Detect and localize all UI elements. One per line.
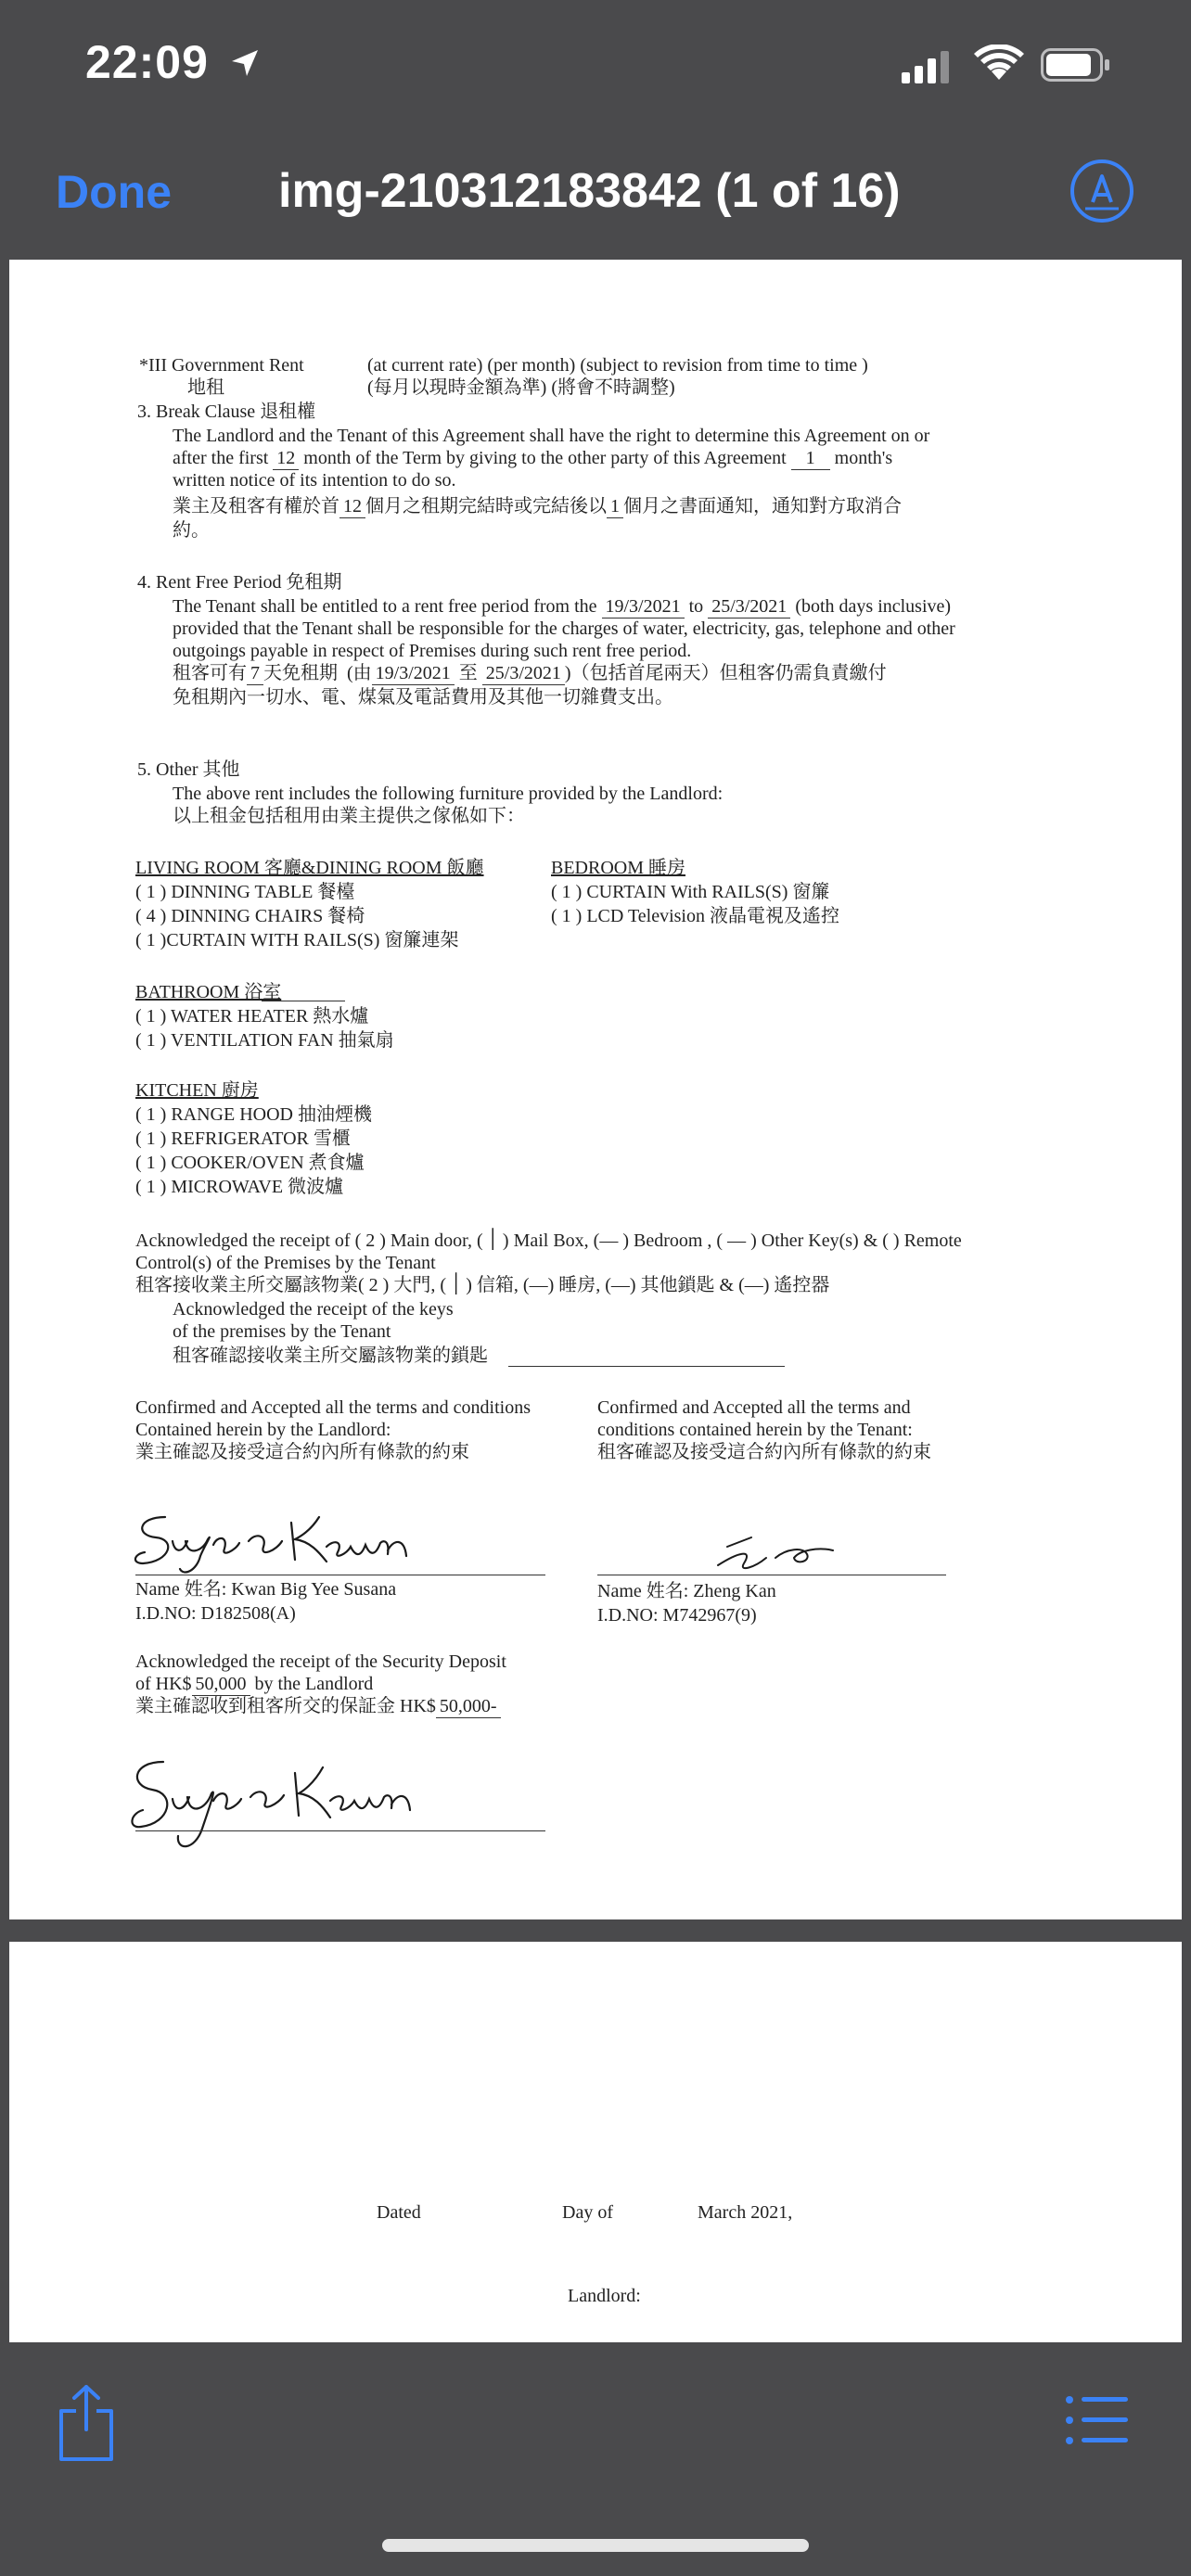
battery-icon xyxy=(1041,48,1111,82)
gov-rent-desc: (at current rate) (per month) (subject to revision from time to time ) xyxy=(367,355,868,376)
landlord-signature xyxy=(128,1504,425,1578)
document-page-1 xyxy=(9,260,1182,1919)
kitchen-item: ( 1 ) MICROWAVE 微波爐 xyxy=(135,1177,344,1197)
break-clause-zh-line-1: 業主及租客有權於首 12 個月之租期完結時或完結後以 1 個月之書面通知，通知對方取消合 xyxy=(173,496,902,516)
cellular-signal-icon xyxy=(902,50,957,83)
dated-label: Dated xyxy=(377,2202,421,2223)
kitchen-item: ( 1 ) RANGE HOOD 抽油煙機 xyxy=(135,1104,372,1125)
deposit-amount: 50,000 xyxy=(192,1673,250,1696)
kitchen-item: ( 1 ) COOKER/OVEN 煮食爐 xyxy=(135,1153,365,1173)
deposit-line-1: Acknowledged the receipt of the Security Deposit xyxy=(135,1651,506,1672)
break-clause-line-1: The Landlord and the Tenant of this Agreement shall have the right to determine this Agreement on or xyxy=(173,426,930,446)
bedroom-heading: BEDROOM 睡房 xyxy=(551,858,686,878)
break-clause-zh-line-2: 約。 xyxy=(173,520,210,541)
rent-free-line-1: The Tenant shall be entitled to a rent free period from the 19/3/2021 to 25/3/2021 (both days inclusive) xyxy=(173,596,952,617)
bedroom-item: ( 1 ) LCD Television 液晶電視及遙控 xyxy=(551,906,839,926)
document-page-2 xyxy=(9,1942,1182,2342)
gov-rent-desc-zh: (每月以現時金額為準) (將會不時調整) xyxy=(367,377,675,398)
tenant-signature xyxy=(711,1530,868,1576)
bedroom-item: ( 1 ) CURTAIN With RAILS(S) 窗簾 xyxy=(551,882,830,902)
bathroom-item: ( 1 ) WATER HEATER 熱水爐 xyxy=(135,1006,369,1027)
rent-free-from: 19/3/2021 xyxy=(602,595,685,618)
location-arrow-icon xyxy=(228,46,262,80)
landlord-id: I.D.NO: D182508(A) xyxy=(135,1603,296,1624)
living-room-heading: LIVING ROOM 客廳&DINING ROOM 飯廳 xyxy=(135,858,484,878)
bathroom-heading: BATHROOM 浴室 xyxy=(135,982,282,1002)
deposit-zh: 業主確認收到租客所交的保証金 HK$ 50,000- xyxy=(135,1695,501,1718)
break-notice-value: 1 xyxy=(791,447,830,470)
living-item: ( 1 ) DINNING TABLE 餐檯 xyxy=(135,882,355,902)
markup-pen-icon[interactable] xyxy=(1069,158,1135,224)
other-line-1: The above rent includes the following furniture provided by the Landlord: xyxy=(173,784,724,804)
rent-free-to: 25/3/2021 xyxy=(708,595,790,618)
break-clause-title: 3. Break Clause 退租權 xyxy=(137,402,316,422)
bottom-toolbar xyxy=(0,2346,1191,2576)
deposit-line-2: of HK$ 50,000 by the Landlord xyxy=(135,1674,374,1694)
deposit-signature xyxy=(124,1754,421,1856)
other-zh: 以上租金包括租用由業主提供之傢俬如下： xyxy=(173,806,525,826)
day-of-label: Day of xyxy=(562,2202,613,2223)
tenant-confirm-line-2: conditions contained herein by the Tenant: xyxy=(597,1420,913,1440)
landlord-name: Name 姓名: Kwan Big Yee Susana xyxy=(135,1579,397,1600)
break-clause-line-3: written notice of its intention to do so. xyxy=(173,470,456,491)
keys-ack-line-1: Acknowledged the receipt of ( 2 ) Main door, ( ׀ ) Mail Box, (— ) Bedroom , ( — ) Other Key(s) & ( ) Remote xyxy=(135,1231,962,1251)
keys-ack-zh: 租客接收業主所交屬該物業( 2 ) 大門, ( ׀ ) 信箱, (—) 睡房, (—) 其他鎖匙 & (—) 遙控器 xyxy=(135,1275,830,1295)
living-item: ( 4 ) DINNING CHAIRS 餐椅 xyxy=(135,906,365,926)
rent-free-line-3: outgoings payable in respect of Premises during such rent free period. xyxy=(173,641,692,661)
kitchen-heading: KITCHEN 廚房 xyxy=(135,1080,259,1101)
document-title: img-210312183842 (1 of 16) xyxy=(278,164,901,218)
landlord-confirm-line-2: Contained herein by the Landlord: xyxy=(135,1420,391,1440)
landlord-confirm-zh: 業主確認及接受這合約內所有條款的約束 xyxy=(135,1442,469,1462)
tenant-name: Name 姓名: Zheng Kan xyxy=(597,1581,776,1601)
share-icon[interactable] xyxy=(54,2383,119,2463)
done-button[interactable]: Done xyxy=(56,166,172,218)
keys-receipt-line-2: of the premises by the Tenant xyxy=(173,1321,391,1342)
rent-free-zh-line-2: 免租期內一切水、電、煤氣及電話費用及其他一切雜費支出。 xyxy=(173,687,673,708)
status-bar xyxy=(0,0,1191,130)
kitchen-item: ( 1 ) REFRIGERATOR 雪櫃 xyxy=(135,1129,351,1149)
gov-rent-zh: 地租 xyxy=(187,377,224,398)
rent-free-line-2: provided that the Tenant shall be responsible for the charges of water, electricity, gas, telephone and other xyxy=(173,618,955,639)
keys-ack-line-2: Control(s) of the Premises by the Tenant xyxy=(135,1253,436,1273)
keys-receipt-zh: 租客確認接收業主所交屬該物業的鎖匙 xyxy=(173,1345,488,1366)
wifi-icon xyxy=(974,45,1024,82)
landlord-confirm-line-1: Confirmed and Accepted all the terms and conditions xyxy=(135,1397,531,1418)
rent-free-zh-line-1: 租客可有 7 天免租期 (由 19/3/2021 至 25/3/2021 )（包括首尾兩天）但租客仍需負責繳付 xyxy=(173,663,887,683)
tenant-id: I.D.NO: M742967(9) xyxy=(597,1605,757,1626)
keys-receipt-line-1: Acknowledged the receipt of the keys xyxy=(173,1299,454,1320)
month-label: March 2021, xyxy=(698,2202,793,2223)
tenant-confirm-line-1: Confirmed and Accepted all the terms and xyxy=(597,1397,911,1418)
landlord-label: Landlord: xyxy=(568,2286,641,2306)
other-title: 5. Other 其他 xyxy=(137,759,240,780)
gov-rent-label: *III Government Rent xyxy=(139,355,304,376)
deposit-signature-line xyxy=(135,1830,545,1831)
break-months-value: 12 xyxy=(273,447,299,470)
living-item: ( 1 )CURTAIN WITH RAILS(S) 窗簾連架 xyxy=(135,930,459,950)
bathroom-item: ( 1 ) VENTILATION FAN 抽氣扇 xyxy=(135,1030,394,1051)
home-indicator[interactable] xyxy=(382,2539,809,2552)
rent-free-title: 4. Rent Free Period 免租期 xyxy=(137,572,342,593)
status-time: 22:09 xyxy=(85,36,209,88)
list-icon[interactable] xyxy=(1065,2394,1130,2446)
navigation-bar xyxy=(0,130,1191,256)
break-clause-line-2: after the first 12 month of the Term by giving to the other party of this Agreement 1 month's xyxy=(173,448,893,468)
keys-signature-line xyxy=(508,1366,785,1367)
tenant-confirm-zh: 租客確認及接受這合約內所有條款的約束 xyxy=(597,1442,931,1462)
